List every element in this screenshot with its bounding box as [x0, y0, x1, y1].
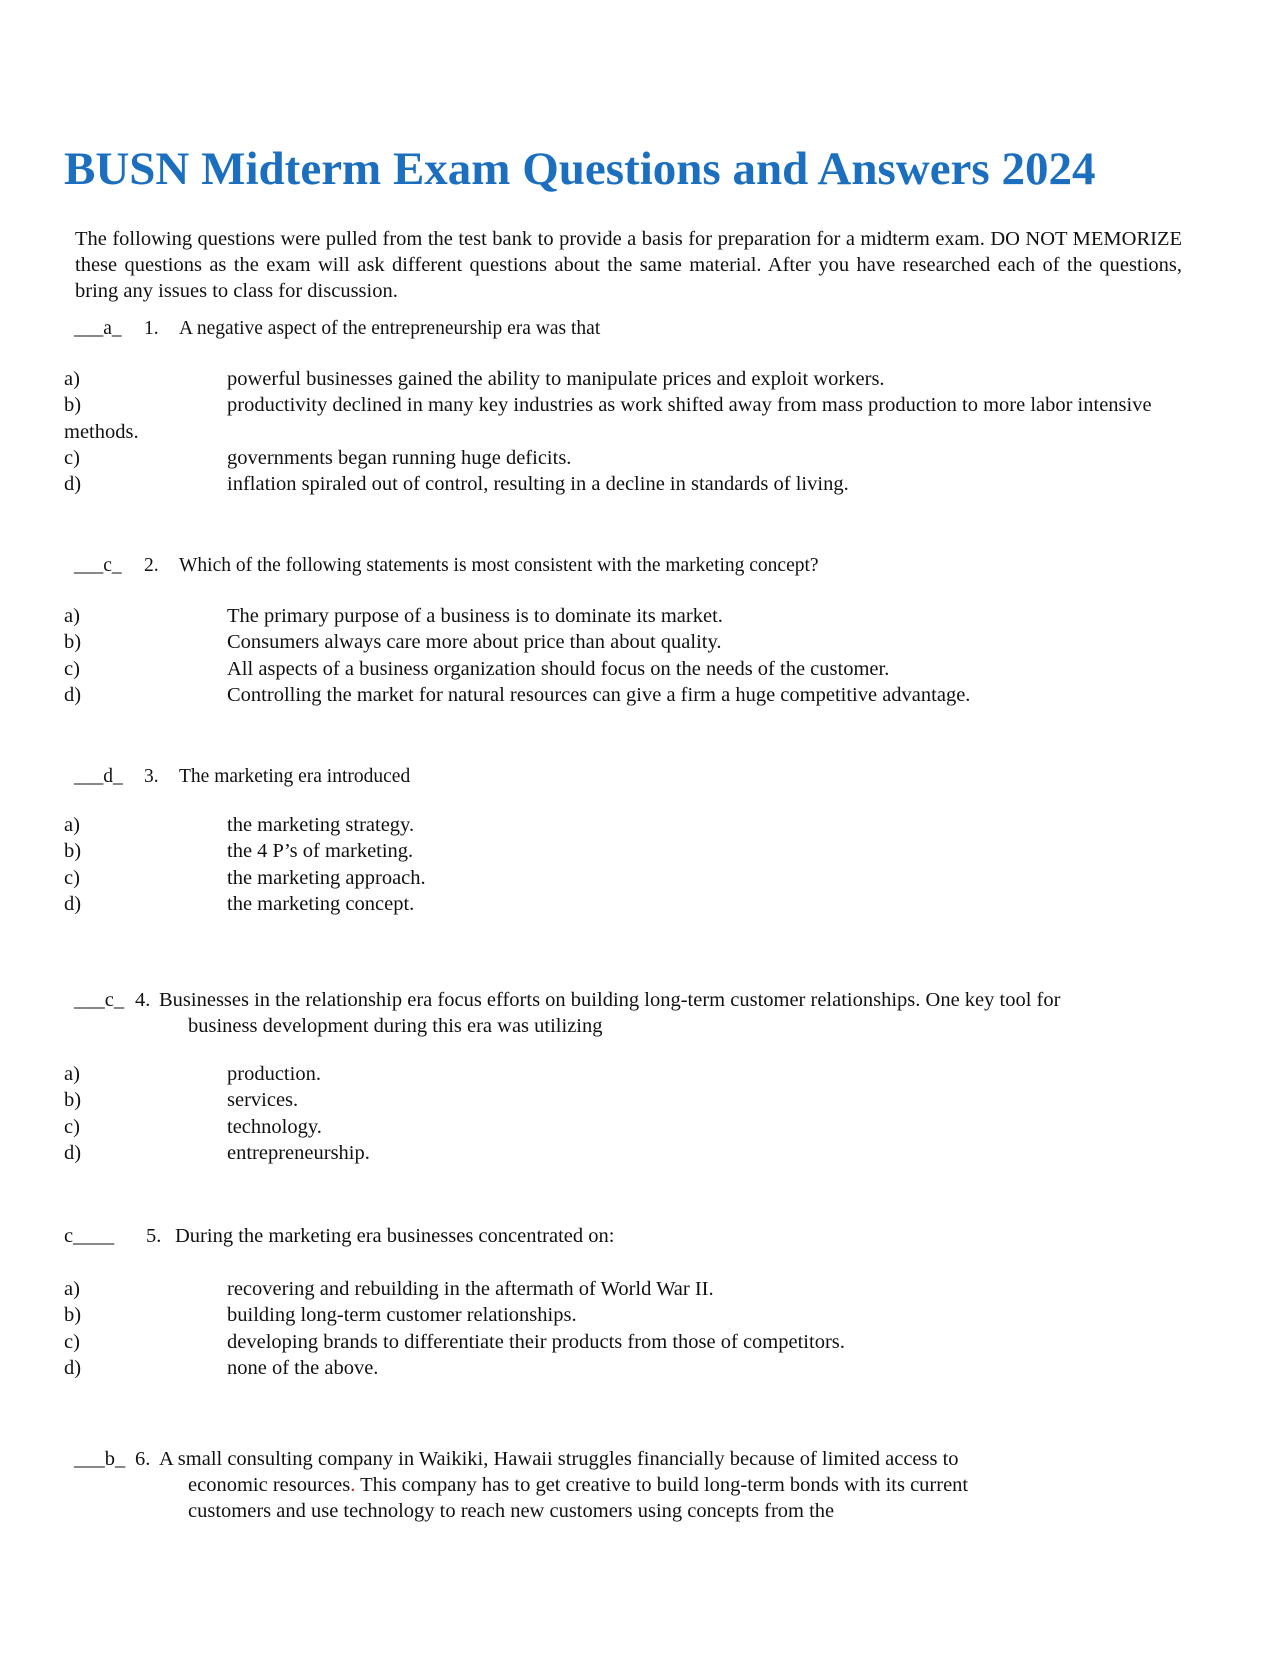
- option: [64, 1276, 1204, 1302]
- intro-paragraph: The following questions were pulled from the test bank to provide a basis for preparation for a midterm exam. DO NOT MEMORIZE these questions as the exam will ask different questions about the same material. After you have researched each of the questions, bring any issues to class for discussion.: [75, 228, 1182, 302]
- option-letter: c): [64, 1115, 80, 1138]
- answer-blank: ___c_: [74, 555, 122, 576]
- answer-blank: c____: [64, 1225, 115, 1247]
- option-letter: b): [64, 631, 82, 654]
- question-number: 4.: [135, 989, 151, 1011]
- question-text-line-2a: economic resources: [188, 1474, 351, 1496]
- question-text: A negative aspect of the entrepreneurship era was that: [179, 318, 601, 339]
- option: [64, 1114, 1204, 1140]
- options-list: [64, 603, 1204, 708]
- option-letter: d): [64, 683, 82, 706]
- option: [64, 891, 1204, 917]
- option: [64, 629, 1204, 655]
- option: [64, 1087, 1204, 1113]
- document-title: BUSN Midterm Exam Questions and Answers 2024: [64, 143, 1096, 195]
- option-text: recovering and rebuilding in the aftermath of World War II.: [227, 1278, 714, 1300]
- option-text: services.: [227, 1089, 299, 1112]
- option-text: the marketing approach.: [227, 866, 426, 889]
- option-letter: b): [64, 840, 82, 863]
- option-text: Consumers always care more about price than about quality.: [227, 631, 722, 654]
- answer-blank: ___d_: [74, 766, 123, 787]
- question-number: 1.: [144, 318, 159, 339]
- option-letter: c): [64, 657, 80, 680]
- question-text: During the marketing era businesses concentrated on:: [175, 1225, 615, 1247]
- option: [64, 682, 1204, 708]
- option: [64, 656, 1204, 682]
- option-letter: d): [64, 1141, 82, 1164]
- option: [64, 1140, 1204, 1166]
- option-letter: a): [64, 814, 80, 836]
- option-text: the marketing concept.: [227, 892, 415, 915]
- question-text-line-1: Businesses in the relationship era focus efforts on building long-term customer relationships. One key tool for: [159, 989, 1061, 1011]
- option-text: entrepreneurship.: [227, 1141, 370, 1164]
- question-number: 5.: [146, 1225, 162, 1247]
- answer-blank: ___a_: [74, 318, 122, 339]
- option-text: inflation spiraled out of control, resulting in a decline in standards of living.: [227, 473, 849, 496]
- option: [64, 812, 1204, 838]
- question-stem: [64, 987, 1204, 1039]
- question-number: 3.: [144, 766, 159, 787]
- option-text: productivity declined in many key industries as work shifted away from mass production to more labor intensive methods.: [64, 394, 1152, 443]
- option-text: developing brands to differentiate their products from those of competitors.: [227, 1330, 845, 1353]
- question-number: 6.: [135, 1448, 151, 1470]
- question-stem: [64, 1446, 1204, 1524]
- option-letter: a): [64, 605, 80, 627]
- question-text: The marketing era introduced: [179, 766, 411, 787]
- option: [64, 392, 1204, 445]
- option-letter: d): [64, 473, 82, 496]
- option-text: none of the above.: [227, 1356, 379, 1379]
- option-letter: a): [64, 368, 80, 390]
- question-text-line-2: business development during this era was utilizing: [188, 1015, 603, 1037]
- answer-blank: ___c_: [74, 989, 125, 1011]
- highlighted-period: .: [350, 1474, 356, 1496]
- option-text: the 4 P’s of marketing.: [227, 840, 414, 863]
- option-text: the marketing strategy.: [227, 814, 415, 836]
- options-list: [64, 366, 1204, 497]
- option-letter: b): [64, 1304, 82, 1327]
- option: [64, 445, 1204, 471]
- options-list: [64, 812, 1204, 917]
- option-letter: b): [64, 1089, 82, 1112]
- option: [64, 865, 1204, 891]
- option: [64, 603, 1204, 629]
- option: [64, 1329, 1204, 1355]
- option-letter: d): [64, 1356, 82, 1379]
- option-letter: c): [64, 446, 80, 469]
- option: [64, 1061, 1204, 1087]
- option-text: Controlling the market for natural resources can give a firm a huge competitive advantage.: [227, 683, 971, 706]
- option: [64, 471, 1204, 497]
- question-number: 2.: [144, 555, 159, 576]
- option: [64, 838, 1204, 864]
- option-text: All aspects of a business organization should focus on the needs of the customer.: [227, 657, 890, 680]
- question-4: [64, 987, 1204, 1164]
- option-letter: a): [64, 1278, 80, 1300]
- question-text-line-2: [188, 1472, 968, 1498]
- option-letter: a): [64, 1063, 80, 1085]
- options-list: [64, 1276, 1204, 1381]
- answer-blank: ___b_: [74, 1448, 126, 1470]
- option-text: technology.: [227, 1115, 322, 1138]
- option-text: powerful businesses gained the ability to manipulate prices and exploit workers.: [227, 368, 885, 390]
- options-list: [64, 1061, 1204, 1166]
- option: [64, 1355, 1204, 1381]
- question-6: [64, 1446, 1204, 1524]
- option-letter: c): [64, 1330, 80, 1353]
- option: [64, 366, 1204, 392]
- question-text-line-3: customers and use technology to reach new customers using concepts from the: [188, 1500, 835, 1522]
- option-letter: c): [64, 866, 80, 889]
- question-text: Which of the following statements is most consistent with the marketing concept?: [179, 555, 819, 576]
- option-text: governments began running huge deficits.: [227, 446, 572, 469]
- option: [64, 1302, 1204, 1328]
- option-text: production.: [227, 1063, 321, 1085]
- option-letter: d): [64, 892, 82, 915]
- option-letter: b): [64, 394, 82, 417]
- question-text-line-2b: This company has to get creative to build long-term bonds with its current: [355, 1474, 969, 1496]
- question-text-line-1: A small consulting company in Waikiki, Hawaii struggles financially because of limited access to: [159, 1448, 959, 1470]
- option-text: The primary purpose of a business is to dominate its market.: [227, 605, 723, 627]
- option-text: building long-term customer relationships.: [227, 1304, 577, 1327]
